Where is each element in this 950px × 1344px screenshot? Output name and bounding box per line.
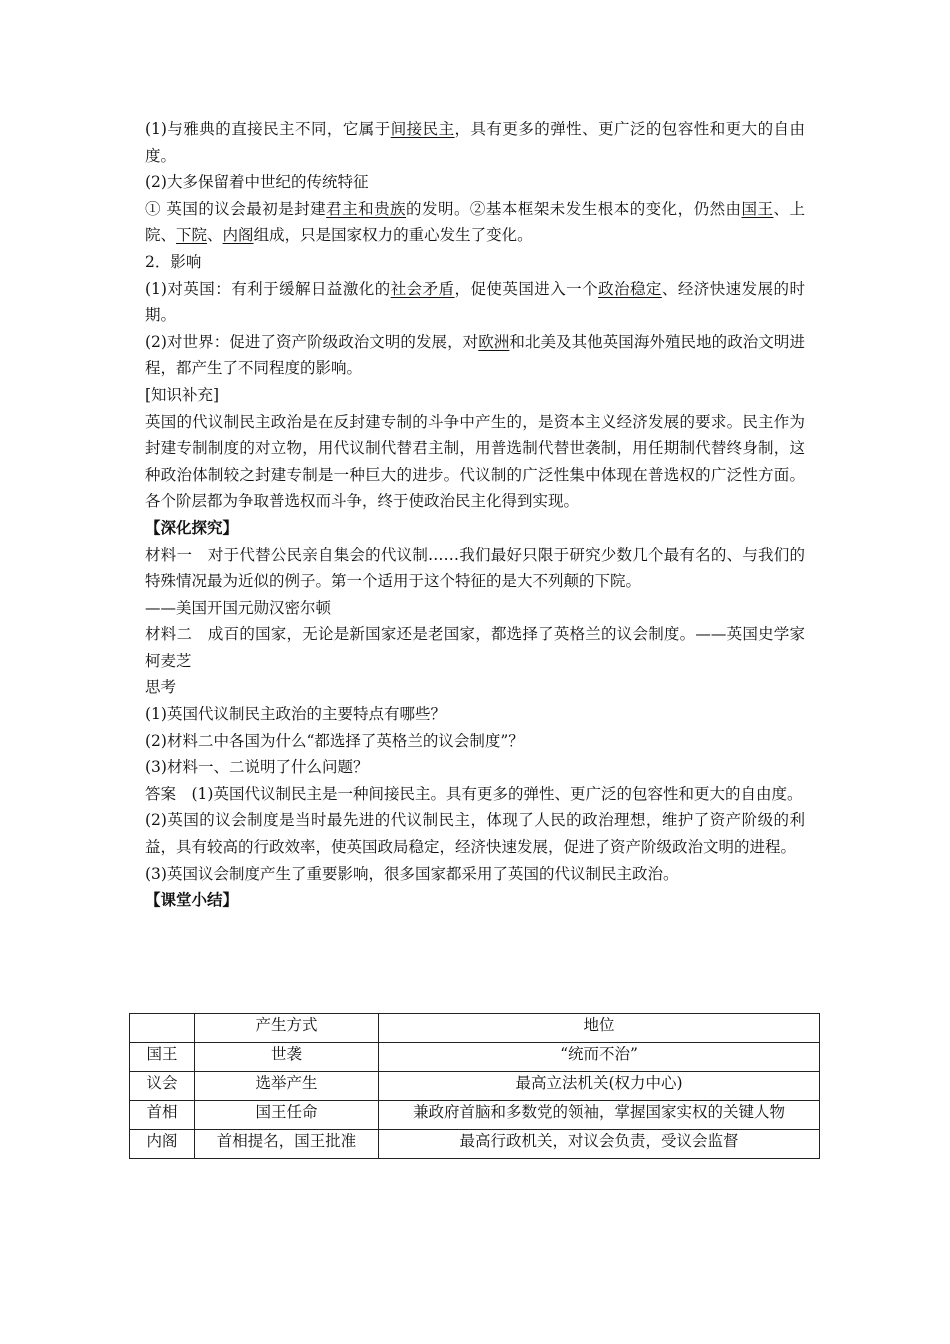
text: 、: [207, 226, 223, 245]
text: 、上院、: [145, 199, 805, 245]
table-cell: 最高立法机关(权力中心): [379, 1072, 820, 1101]
explore-title: 【深化探究】: [145, 517, 239, 537]
material-one: 材料一 对于代替公民亲自集会的代议制……我们最好只限于研究少数几个最有名的、与我们的特殊情况最为近似的例子。第一个适用于这个特征的是大不列颠的下院。: [145, 545, 805, 591]
table-cell: 首相: [130, 1101, 195, 1130]
table-row: [130, 1072, 820, 1101]
text: ① 英国的议会最初是封建: [145, 199, 327, 218]
text: (2)对世界：促进了资产阶级政治文明的发展，对: [145, 332, 479, 351]
material-two: 材料二 成百的国家，无论是新国家还是老国家，都选择了英格兰的议会制度。——英国史学家柯麦芝: [145, 625, 805, 670]
table-cell: “统而不治”: [379, 1043, 820, 1072]
table-cell: 最高行政机关，对议会负责，受议会监督: [379, 1130, 820, 1159]
heading-influence: 2．影响: [145, 252, 202, 271]
question-1: (1)英国代议制民主政治的主要特点有哪些？: [145, 705, 446, 724]
material-one-source: ——美国开国元勋汉密尔顿: [145, 598, 332, 617]
table-cell: 国王: [130, 1043, 195, 1072]
answer-3: (3)英国议会制度产生了重要影响，很多国家都采用了英国的代议制民主政治。: [145, 864, 679, 883]
table-cell: 内阁: [130, 1130, 195, 1159]
paragraph-indirect-democracy: [145, 116, 805, 169]
question-2: (2)材料二中各国为什么“都选择了英格兰的议会制度”？: [145, 731, 524, 750]
text: 、经济快速发展的时期。: [145, 279, 805, 325]
underlined-term: 国王: [741, 199, 774, 218]
text: ，促使英国进入一个: [454, 279, 599, 298]
underlined-term: 下院: [176, 226, 208, 245]
table-cell: 世袭: [195, 1043, 379, 1072]
summary-table: [129, 1013, 820, 1159]
supplement-title: [知识补充]: [145, 385, 220, 404]
think-title: 思考: [145, 678, 177, 697]
answer-1: 答案 (1)英国代议制民主是一种间接民主。具有更多的弹性、更广泛的包容性和更大的自由度。: [145, 784, 803, 803]
underlined-term: 社会矛盾: [390, 279, 455, 298]
table-cell: 国王任命: [195, 1101, 379, 1130]
paragraph-influence-world: [145, 329, 805, 382]
answer-2: (2)英国的议会制度是当时最先进的代议制民主，体现了人民的政治理想，维护了资产阶级的利益，具有较高的行政效率，使英国政局稳定，经济快速发展，促进了资产阶级政治文明的进程。: [145, 811, 805, 857]
table-row: [130, 1101, 820, 1130]
text: (1)与雅典的直接民主不同，它属于: [145, 120, 391, 138]
underlined-term: 欧洲: [478, 332, 510, 351]
text: 的发明。②基本框架未发生根本的变化，仍然由: [406, 199, 742, 218]
summary-title: 【课堂小结】: [145, 890, 239, 910]
supplement-text: 英国的代议制民主政治是在反封建专制的斗争中产生的，是资本主义经济发展的要求。民主作为封建专制制度的对立物，用代议制代替君主制，用普选制代替世袭制，用任期制代替终身制，这种政治体制较之封建专制是一种巨大的进步。代议制的广泛性集中体现在普选权的广泛性方面。各个阶层都为争取普选权而斗争，终于使政治民主化得到实现。: [145, 412, 805, 511]
table-header-cell: 地位: [379, 1014, 820, 1043]
text: 和北美及其他英国海外殖民地的政治文明进程，都产生了不同程度的影响。: [145, 332, 805, 378]
paragraph-influence-britain: [145, 276, 805, 329]
table-header-row: [130, 1014, 820, 1043]
table-header-cell: 产生方式: [195, 1014, 379, 1043]
table-row: [130, 1043, 820, 1072]
paragraph-parliament-origin: [145, 196, 805, 249]
table-cell: 首相提名，国王批准: [195, 1130, 379, 1159]
table-row: [130, 1130, 820, 1159]
underlined-term: 君主和贵族: [326, 199, 407, 218]
table-header-cell: [130, 1014, 195, 1043]
text: 组成，只是国家权力的重心发生了变化。: [253, 226, 533, 245]
table-cell: 兼政府首脑和多数党的领袖，掌握国家实权的关键人物: [379, 1101, 820, 1130]
table-cell: 议会: [130, 1072, 195, 1101]
underlined-term: 政治稳定: [598, 279, 662, 298]
underlined-term: 内阁: [222, 226, 254, 245]
text: ，具有更多的弹性、更广泛的包容性和更大的自由度。: [145, 120, 805, 165]
table-cell: 选举产生: [195, 1072, 379, 1101]
underlined-term: 间接民主: [390, 120, 455, 138]
document-body: [145, 116, 805, 914]
question-3: (3)材料一、二说明了什么问题？: [145, 758, 369, 777]
text: (1)对英国：有利于缓解日益激化的: [145, 279, 391, 298]
paragraph-medieval-traits: (2)大多保留着中世纪的传统特征: [145, 173, 369, 192]
